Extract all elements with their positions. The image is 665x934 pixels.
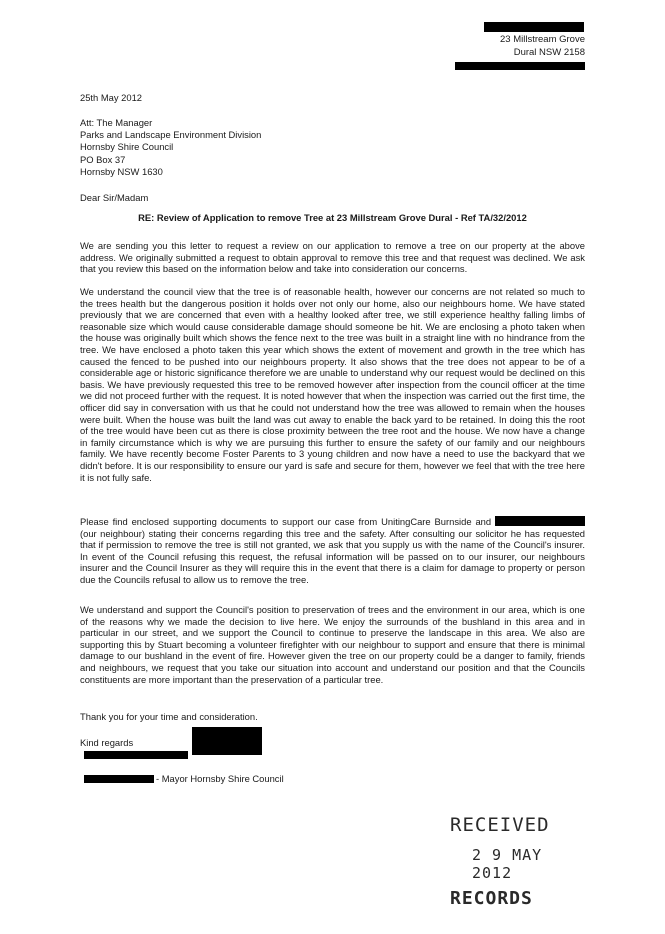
redacted-signer-name xyxy=(84,751,188,759)
paragraph-1: We are sending you this letter to request a review on our application to remove a tree on our property at the above address. We originally submitted a request to obtain approval to remove this tree and that request was declined. We ask that you review this based on the information below and take into consideration our concerns. xyxy=(80,240,585,275)
recipient-line: Att: The Manager xyxy=(80,117,153,128)
redacted-signature xyxy=(192,727,262,755)
recipient-block xyxy=(80,117,261,178)
paragraph-2: We understand the council view that the tree is of reasonable health, however our concerns are not related so much to the trees health but the dangerous position it holds over not only our home, also our neighbours home. We have stated previously that we are concerned that even with a healthy looked after tree, we still experience healthy falling limbs of reasonable size which would cause considerable damage should someone be hit. We are enclosing a photo taken when the house was originally built which shows the fence next to the tree was built in a straight line with no hindrance from the tree. We have enclosed a photo taken this year which shows the extent of movement and growth in the tree which has caused the fenced to be pushed into our neighbours property. It also shows that the tree does not appear to be of a considerable age or historic significance therefore we are unable to understand why our request would be declined on this basis. We have previously requested this tree to be removed however after inspection from the council officer at the time we did not proceed further with the request. It is noted however that when the inspection was carried out the first time, the officer did say in conversation with us that he could not understand how the tree was allowed to remain when the houses were built. When the house was built the land was cut away to enable the back yard to be retained. In doing this the root of the tree would have been cut as there is close proximity between the tree root and the house. We now have a change in family circumstance which is why we are pursuing this further to ensure the safety of our family and our neighbours family. We have recently become Foster Parents to 3 young children and now have a need to use the backyard that we didn't before. It is our responsibility to ensure our yard is safe and secure for them, however we feel that with the tree here it is not fully safe. xyxy=(80,286,585,483)
sender-address-line: Dural NSW 2158 xyxy=(513,46,585,58)
recipient-line: Parks and Landscape Environment Division xyxy=(80,129,262,141)
received-stamp xyxy=(450,814,590,909)
subject-line: RE: Review of Application to remove Tree at 23 Millstream Grove Dural - Ref TA/32/2012 xyxy=(138,212,527,223)
paragraph-3-start: Please find enclosed supporting documents to support our case from UnitingCare Burnside and xyxy=(80,516,492,527)
paragraph-3-rest: (our neighbour) stating their concerns regarding this tree and the safety. After consulting our solicitor he has requested that if permission to remove the tree is still not granted, we ask that you supply us with the name of the Council's insurer. In event of the Council refusing this request, the refusal information will be passed on to our insurer, our neighbours insurer and the Council Insurer as they will require this in the event that there is a claim for damage to property or person due the Councils refusal to allow us to remove the tree. xyxy=(80,527,585,585)
sender-address-line: 23 Millstream Grove xyxy=(500,34,585,45)
recipient-line: Hornsby Shire Council xyxy=(80,141,174,153)
redacted-name-top xyxy=(484,22,584,32)
letter-date: 25th May 2012 xyxy=(80,92,143,103)
recipient-line: PO Box 37 xyxy=(80,153,126,165)
redacted-neighbour-name xyxy=(495,516,585,526)
paragraph-3 xyxy=(80,516,585,586)
recipient-line: Hornsby NSW 1630 xyxy=(80,165,163,177)
stamp-date: 2 9 MAY 2012 xyxy=(472,846,543,882)
stamp-records: RECORDS xyxy=(450,888,533,909)
kind-regards: Kind regards xyxy=(80,737,134,748)
cc-line: - Mayor Hornsby Shire Council xyxy=(156,773,284,784)
stamp-received: RECEIVED xyxy=(450,814,550,836)
redacted-cc-name xyxy=(84,775,154,783)
sender-address xyxy=(500,34,585,59)
paragraph-4: We understand and support the Council's position to preservation of trees and the environment in our area, which is one of the reasons why we made the decision to live here. We enjoy the surrounds of the bushland in this area and in particular in our street, and we support the Council to continue to preserve the landscape in this area. We also are supporting this by Stuart becoming a volunteer firefighter with our neighbour to support and ensure that there is minimal damage to our bushland in the event of fire. However given the tree on our property could be a danger to family, friends and neighbours, we request that you take our situation into account and understand our position and that the Councils constituents are more important than the preservation of a particular tree. xyxy=(80,604,585,685)
closing-line: Thank you for your time and consideration. xyxy=(80,711,258,722)
redacted-bar-address xyxy=(455,62,585,70)
salutation: Dear Sir/Madam xyxy=(80,192,149,203)
